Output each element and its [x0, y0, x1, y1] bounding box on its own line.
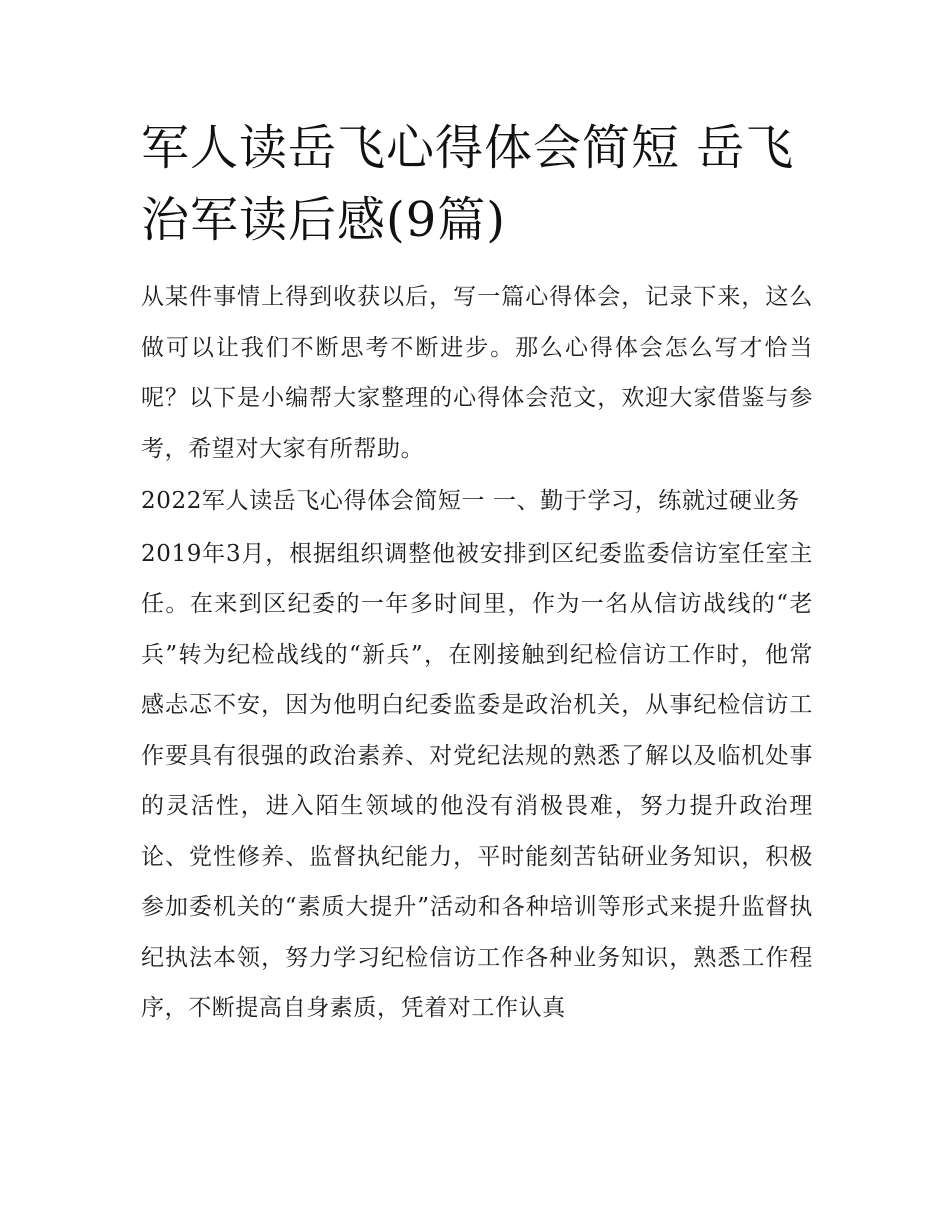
body-paragraph: 2019年3月，根据组织调整他被安排到区纪委监委信访室任室主任。在来到区纪委的一年多时间里，作为一名从信访战线的“老兵”转为纪检战线的“新兵”，在刚接触到纪检信访工作时，他常感忐忑不安，因为他明白纪委监委是政治机关，从事纪检信访工作要具有很强的政治素养、对党纪法规的熟悉了解以及临机处事的灵活性，进入陌生领域的他没有消极畏难，努力提升政治理论、党性修养、监督执纪能力，平时能刻苦钻研业务知识，积极参加委机关的“素质大提升”活动和各种培训等形式来提升监督执纪执法本领，努力学习纪检信访工作各种业务知识，熟悉工作程序，不断提高自身素质，凭着对工作认真 [141, 540, 813, 1021]
document-content [141, 112, 813, 1034]
section-heading: 2022军人读岳飞心得体会简短一 一、勤于学习，练就过硬业务 [141, 488, 800, 514]
intro-paragraph: 从某件事情上得到收获以后，写一篇心得体会，记录下来，这么做可以让我们不断思考不断进步。那么心得体会怎么写才恰当呢？以下是小编帮大家整理的心得体会范文，欢迎大家借鉴与参考，希望对大家有所帮助。 [141, 284, 813, 462]
document-title: 军人读岳飞心得体会简短 岳飞治军读后感(9篇) [141, 120, 795, 248]
